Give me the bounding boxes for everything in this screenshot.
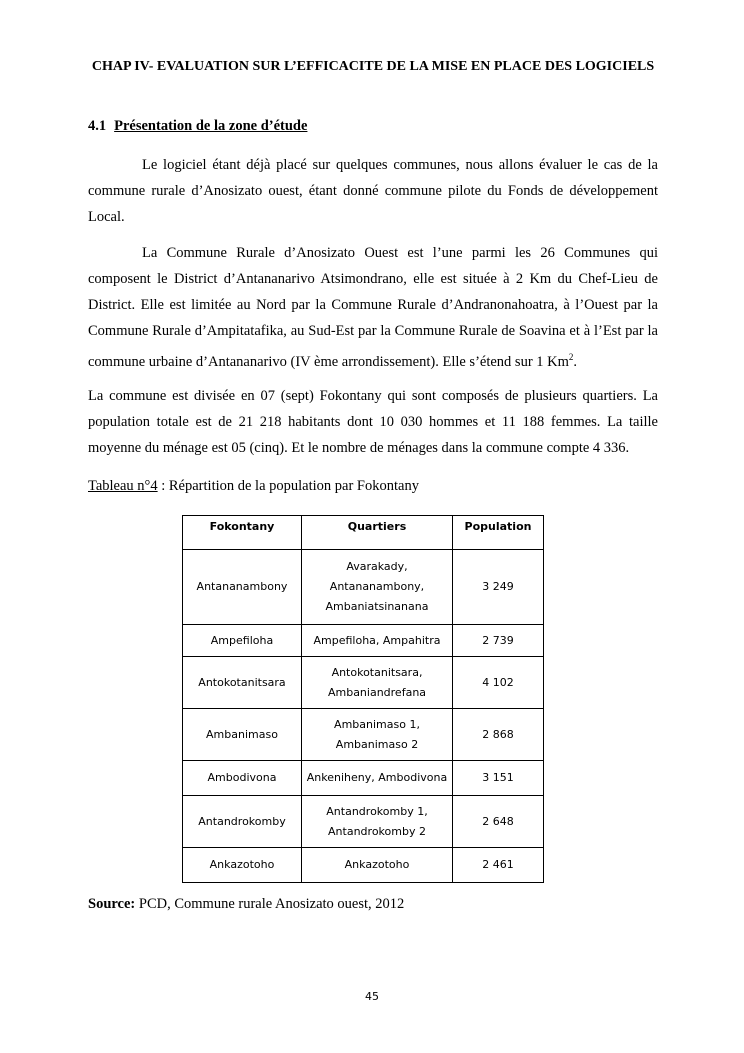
cell-quartiers [302,848,453,883]
quartier-line: Antokotanitsara, [331,665,423,679]
cell-quartiers [302,550,453,625]
paragraph-location-text: La Commune Rurale d’Anosizato Ouest est l’une parmi les 26 Communes qui composent le District d’Antananarivo Atsimondrano, elle est située à 2 Km du Chef-Lieu de District. Elle est limitée au Nord par la Commune Rurale d’Andranonahoatra, à l’Ouest par la Commune Rurale d’Ampitatafika, au Sud-Est par la Commune Rurale de Soavina et à l’Est par la commune urbaine d’Antananarivo (IV ème arrondissement). Elle s’étend sur 1 Km [88,245,658,370]
quartier-line: Avarakady, [346,560,408,573]
cell-fokontany: Ampefiloha [183,625,302,657]
cell-population: 2 648 [453,796,544,848]
chapter-title: CHAP IV- EVALUATION SUR L’EFFICACITE DE LA MISE EN PLACE DES LOGICIELS [91,59,655,74]
header-fokontany: Fokontany [183,516,302,550]
table-header-row [183,516,544,550]
cell-fokontany: Ankazotoho [183,848,302,883]
table-caption-label: Tableau n°4 [88,478,158,494]
section-heading [88,118,307,135]
quartier-line: Antandrokomby 2 [328,824,426,838]
paragraph-location [88,240,658,375]
section-title: Présentation de la zone d’étude [114,118,308,134]
table-row [183,625,544,657]
area-superscript: 2 [568,352,574,362]
table-row [183,848,544,883]
quartier-line: Ankeniheny, Ambodivona [306,771,448,784]
quartier-line: Ampefiloha, Ampahitra [313,633,441,647]
cell-population: 3 151 [453,761,544,796]
cell-fokontany: Ambanimaso [183,709,302,761]
cell-quartiers [302,625,453,657]
source-label: Source: [88,896,136,912]
cell-population: 2 868 [453,709,544,761]
page-number: 45 [365,990,379,1003]
cell-population: 2 461 [453,848,544,883]
quartier-line: Ambaniandrefana [327,685,427,699]
table-caption [88,478,419,495]
quartier-line: Antandrokomby 1, [326,804,428,818]
cell-fokontany: Antokotanitsara [183,657,302,709]
cell-quartiers [302,709,453,761]
quartier-line: Ankazotoho [344,858,410,871]
source-note [88,896,404,913]
header-quartiers: Quartiers [302,516,453,550]
quartier-line: Antananambony, [329,580,425,593]
table-row [183,657,544,709]
table-row [183,761,544,796]
quartier-line: Ambanimaso 1, [334,717,420,731]
source-text: PCD, Commune rurale Anosizato ouest, 2012 [135,896,405,912]
paragraph-population: La commune est divisée en 07 (sept) Fokontany qui sont composés de plusieurs quartiers. La population totale est de 21 218 habitants dont 10 030 hommes et 11 188 femmes. La taille moyenne du ménage est 05 (cinq). Et le nombre de ménages dans la commune compte 4 336. [88,388,658,456]
section-number: 4.1 [88,118,107,134]
cell-fokontany: Antananambony [183,550,302,625]
cell-quartiers [302,657,453,709]
quartier-line: Ambaniatsinanana [325,600,429,613]
cell-population: 2 739 [453,625,544,657]
population-table [182,515,544,883]
cell-population: 3 249 [453,550,544,625]
quartier-line: Ambanimaso 2 [335,737,419,751]
table-row [183,796,544,848]
cell-quartiers [302,796,453,848]
paragraph-intro: Le logiciel étant déjà placé sur quelques communes, nous allons évaluer le cas de la commune rurale d’Anosizato ouest, étant donné commune pilote du Fonds de développement Local. [88,157,658,225]
cell-fokontany: Ambodivona [183,761,302,796]
paragraph-location-end: . [573,353,578,370]
header-population: Population [453,516,544,550]
cell-fokontany: Antandrokomby [183,796,302,848]
cell-quartiers [302,761,453,796]
cell-population: 4 102 [453,657,544,709]
table-row [183,709,544,761]
table-row [183,550,544,625]
table-caption-text: : Répartition de la population par Fokontany [157,478,419,494]
